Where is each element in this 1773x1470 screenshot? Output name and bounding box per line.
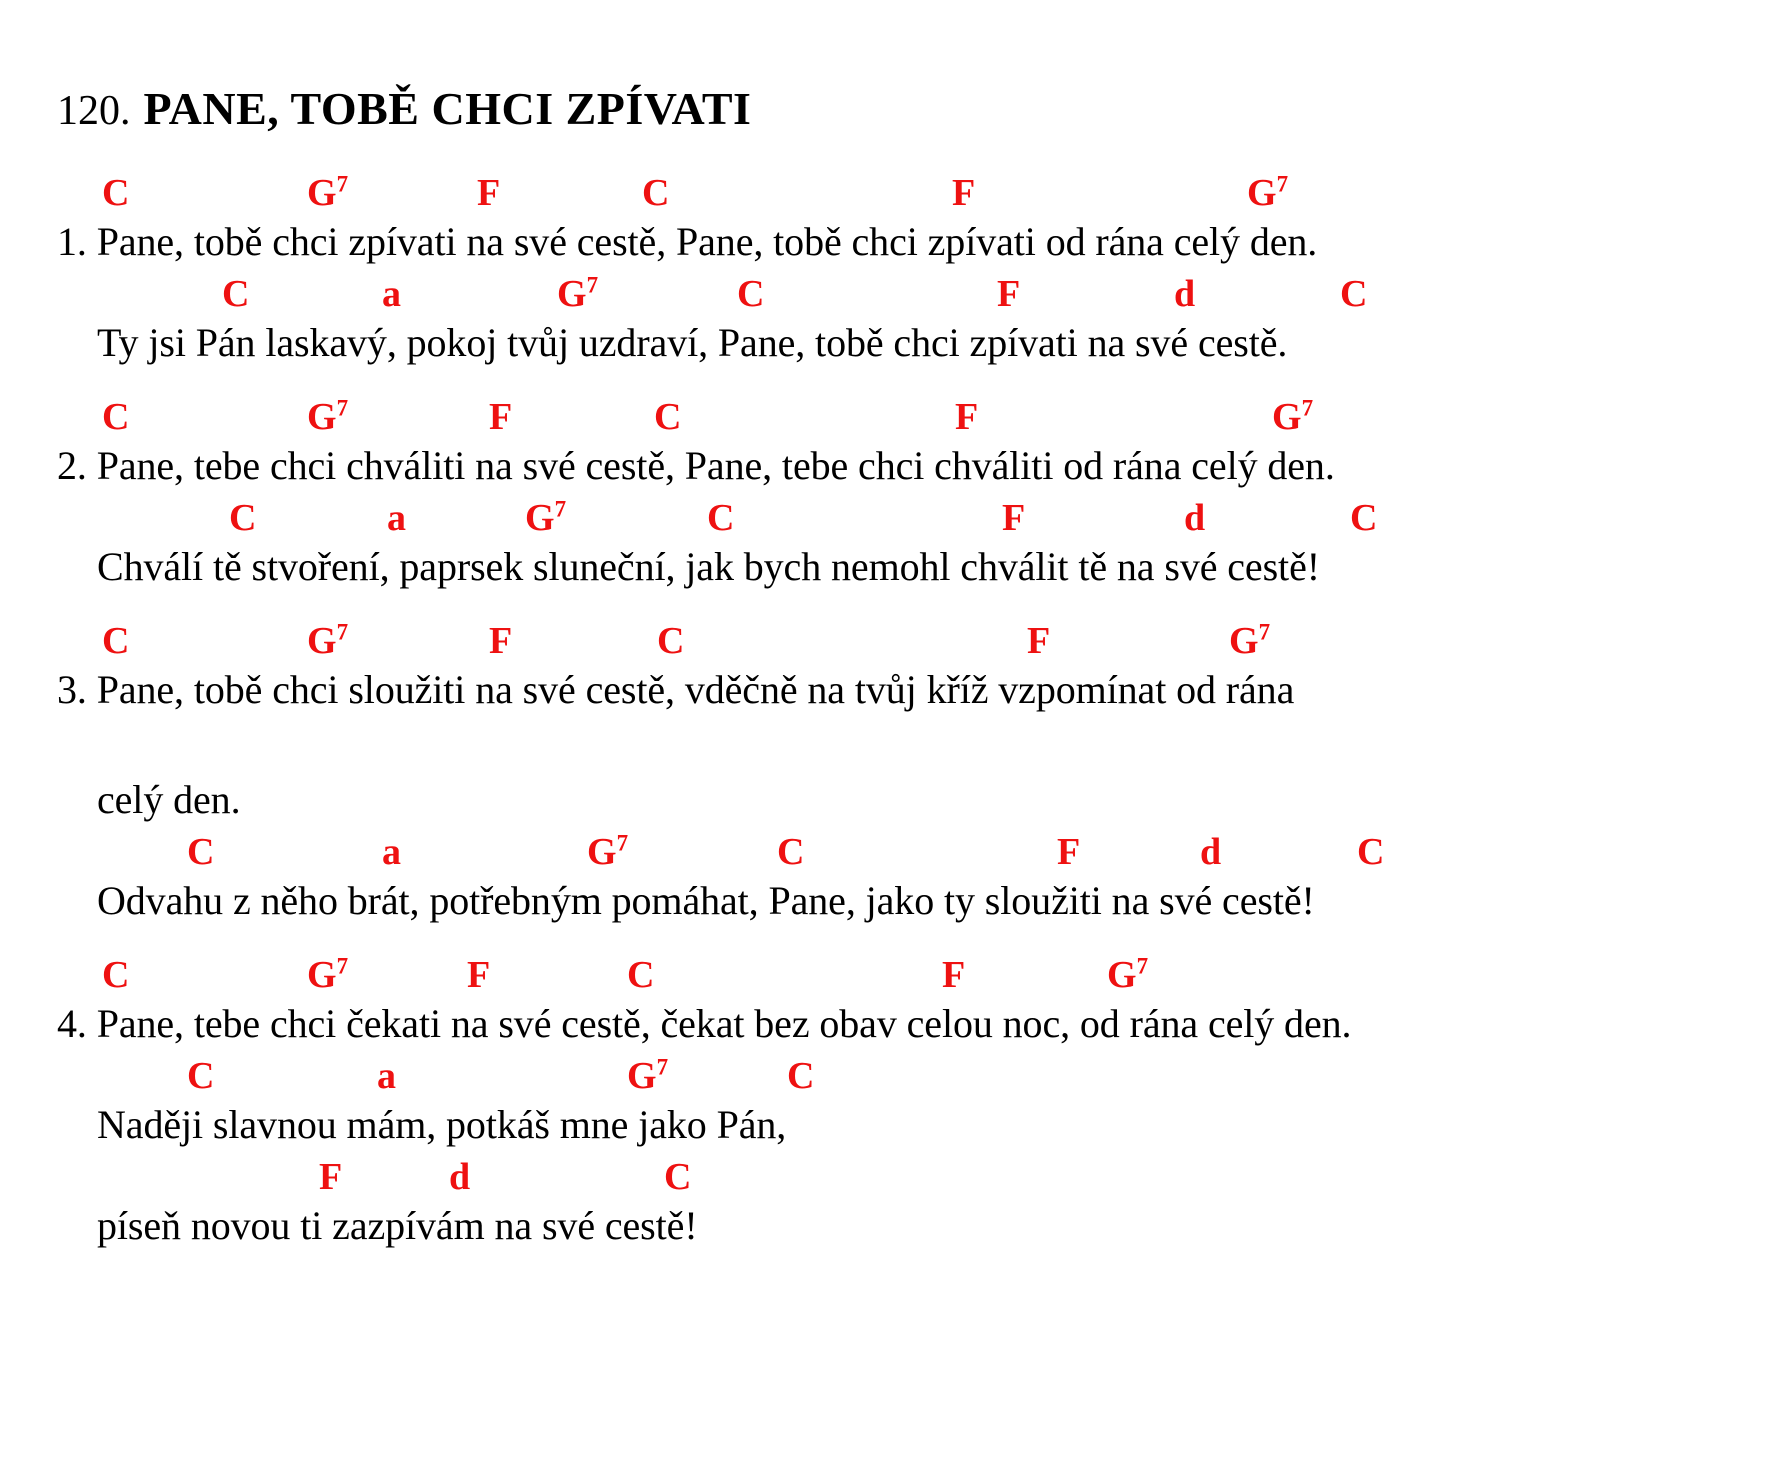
verse-block bbox=[57, 392, 1757, 594]
chord-symbol: d bbox=[1174, 273, 1196, 315]
chord-symbol: F bbox=[1002, 497, 1026, 539]
chord-symbol: $G^7$ bbox=[1247, 171, 1289, 214]
chord-symbol: C bbox=[654, 396, 682, 438]
chord-symbol: F bbox=[997, 273, 1021, 315]
chord-symbol: C bbox=[787, 1055, 815, 1097]
chord-extension: 7 bbox=[1276, 171, 1289, 197]
chord-symbol: $G^7$ bbox=[627, 1054, 669, 1097]
chord-symbol: $G^7$ bbox=[525, 496, 567, 539]
chord-symbol: C bbox=[627, 954, 655, 996]
chord-symbol: C bbox=[102, 172, 130, 214]
chord-symbol: $G^7$ bbox=[557, 272, 599, 315]
chord-symbol: C bbox=[102, 954, 130, 996]
lyric-line: 2. Pane, tebe chci chváliti na své cestě, Pane, tebe chci chváliti od rána celý den. bbox=[57, 443, 1335, 488]
chord-line bbox=[57, 493, 1757, 539]
chord-line bbox=[57, 1152, 1757, 1198]
chord-extension: 7 bbox=[336, 171, 349, 197]
chord-symbol: F bbox=[489, 396, 513, 438]
chord-symbol: $G^7$ bbox=[307, 171, 349, 214]
verse-block bbox=[57, 950, 1757, 1253]
chord-symbol: F bbox=[952, 172, 976, 214]
chord-line bbox=[57, 392, 1757, 438]
chord-line bbox=[57, 269, 1757, 315]
verse-spacer bbox=[57, 928, 1757, 950]
chord-symbol: C bbox=[642, 172, 670, 214]
chord-symbol: C bbox=[737, 273, 765, 315]
chord-extension: 7 bbox=[336, 395, 349, 421]
chord-symbol: d bbox=[1184, 497, 1206, 539]
song-body bbox=[57, 168, 1757, 1275]
lyric-line: píseň novou ti zazpívám na své cestě! bbox=[97, 1203, 698, 1248]
chord-symbol: F bbox=[942, 954, 966, 996]
chord-symbol: a bbox=[382, 273, 401, 315]
song-number: 120. bbox=[57, 88, 131, 134]
verse-spacer bbox=[57, 594, 1757, 616]
lyric-line: Chválí tě stvoření, paprsek sluneční, jak bych nemohl chválit tě na své cestě! bbox=[97, 544, 1320, 589]
chord-extension: 7 bbox=[586, 272, 599, 298]
chord-extension: 7 bbox=[554, 496, 567, 522]
chord-symbol: C bbox=[1350, 497, 1378, 539]
page-title bbox=[57, 82, 751, 135]
verse-spacer bbox=[57, 1253, 1757, 1275]
chord-symbol: d bbox=[1200, 831, 1222, 873]
chord-symbol: a bbox=[387, 497, 406, 539]
chord-line bbox=[57, 827, 1757, 873]
chord-symbol: C bbox=[777, 831, 805, 873]
chord-symbol: C bbox=[1357, 831, 1385, 873]
chord-symbol: C bbox=[657, 620, 685, 662]
chord-symbol: F bbox=[477, 172, 501, 214]
chord-line bbox=[57, 1051, 1757, 1097]
chord-symbol: F bbox=[489, 620, 513, 662]
verse-block bbox=[57, 616, 1757, 928]
chord-symbol: F bbox=[955, 396, 979, 438]
lyric-line: Ty jsi Pán laskavý, pokoj tvůj uzdraví, Pane, tobě chci zpívati na své cestě. bbox=[97, 320, 1288, 365]
chord-extension: 7 bbox=[656, 1054, 669, 1080]
chord-line bbox=[57, 616, 1757, 662]
blank-line bbox=[57, 717, 1757, 772]
song-title: PANE, TOBĚ CHCI ZPÍVATI bbox=[143, 83, 752, 134]
lyric-line: Odvahu z něho brát, potřebným pomáhat, Pane, jako ty sloužiti na své cestě! bbox=[97, 878, 1315, 923]
chord-symbol: C bbox=[1340, 273, 1368, 315]
lyric-line: Naději slavnou mám, potkáš mne jako Pán, bbox=[97, 1102, 787, 1147]
chord-symbol: $G^7$ bbox=[307, 395, 349, 438]
chord-extension: 7 bbox=[616, 830, 629, 856]
chord-symbol: C bbox=[102, 396, 130, 438]
chord-line bbox=[57, 168, 1757, 214]
chord-symbol: a bbox=[382, 831, 401, 873]
lyric-line: 4. Pane, tebe chci čekati na své cestě, čekat bez obav celou noc, od rána celý den. bbox=[57, 1001, 1352, 1046]
chord-symbol: C bbox=[102, 620, 130, 662]
chord-line bbox=[57, 950, 1757, 996]
chord-symbol: $G^7$ bbox=[1229, 619, 1271, 662]
chord-symbol: C bbox=[187, 1055, 215, 1097]
chord-extension: 7 bbox=[1136, 953, 1149, 979]
lyric-line: celý den. bbox=[97, 777, 241, 822]
chord-symbol: d bbox=[449, 1156, 471, 1198]
chord-symbol: C bbox=[664, 1156, 692, 1198]
chord-extension: 7 bbox=[1258, 619, 1271, 645]
chord-symbol: F bbox=[1057, 831, 1081, 873]
chord-symbol: $G^7$ bbox=[1107, 953, 1149, 996]
chord-extension: 7 bbox=[1301, 395, 1314, 421]
chord-symbol: $G^7$ bbox=[1272, 395, 1314, 438]
chord-symbol: $G^7$ bbox=[307, 619, 349, 662]
chord-symbol: F bbox=[467, 954, 491, 996]
chord-symbol: C bbox=[229, 497, 257, 539]
chord-extension: 7 bbox=[336, 953, 349, 979]
verse-block bbox=[57, 168, 1757, 370]
chord-extension: 7 bbox=[336, 619, 349, 645]
chord-symbol: $G^7$ bbox=[587, 830, 629, 873]
chord-symbol: a bbox=[377, 1055, 396, 1097]
chord-symbol: C bbox=[222, 273, 250, 315]
chord-symbol: F bbox=[1027, 620, 1051, 662]
chord-symbol: C bbox=[187, 831, 215, 873]
verse-spacer bbox=[57, 370, 1757, 392]
chord-symbol: C bbox=[707, 497, 735, 539]
lyric-line: 1. Pane, tobě chci zpívati na své cestě, Pane, tobě chci zpívati od rána celý den. bbox=[57, 219, 1318, 264]
chord-symbol: $G^7$ bbox=[307, 953, 349, 996]
lyric-line: 3. Pane, tobě chci sloužiti na své cestě, vděčně na tvůj kříž vzpomínat od rána bbox=[57, 667, 1295, 712]
chord-symbol: F bbox=[319, 1156, 343, 1198]
